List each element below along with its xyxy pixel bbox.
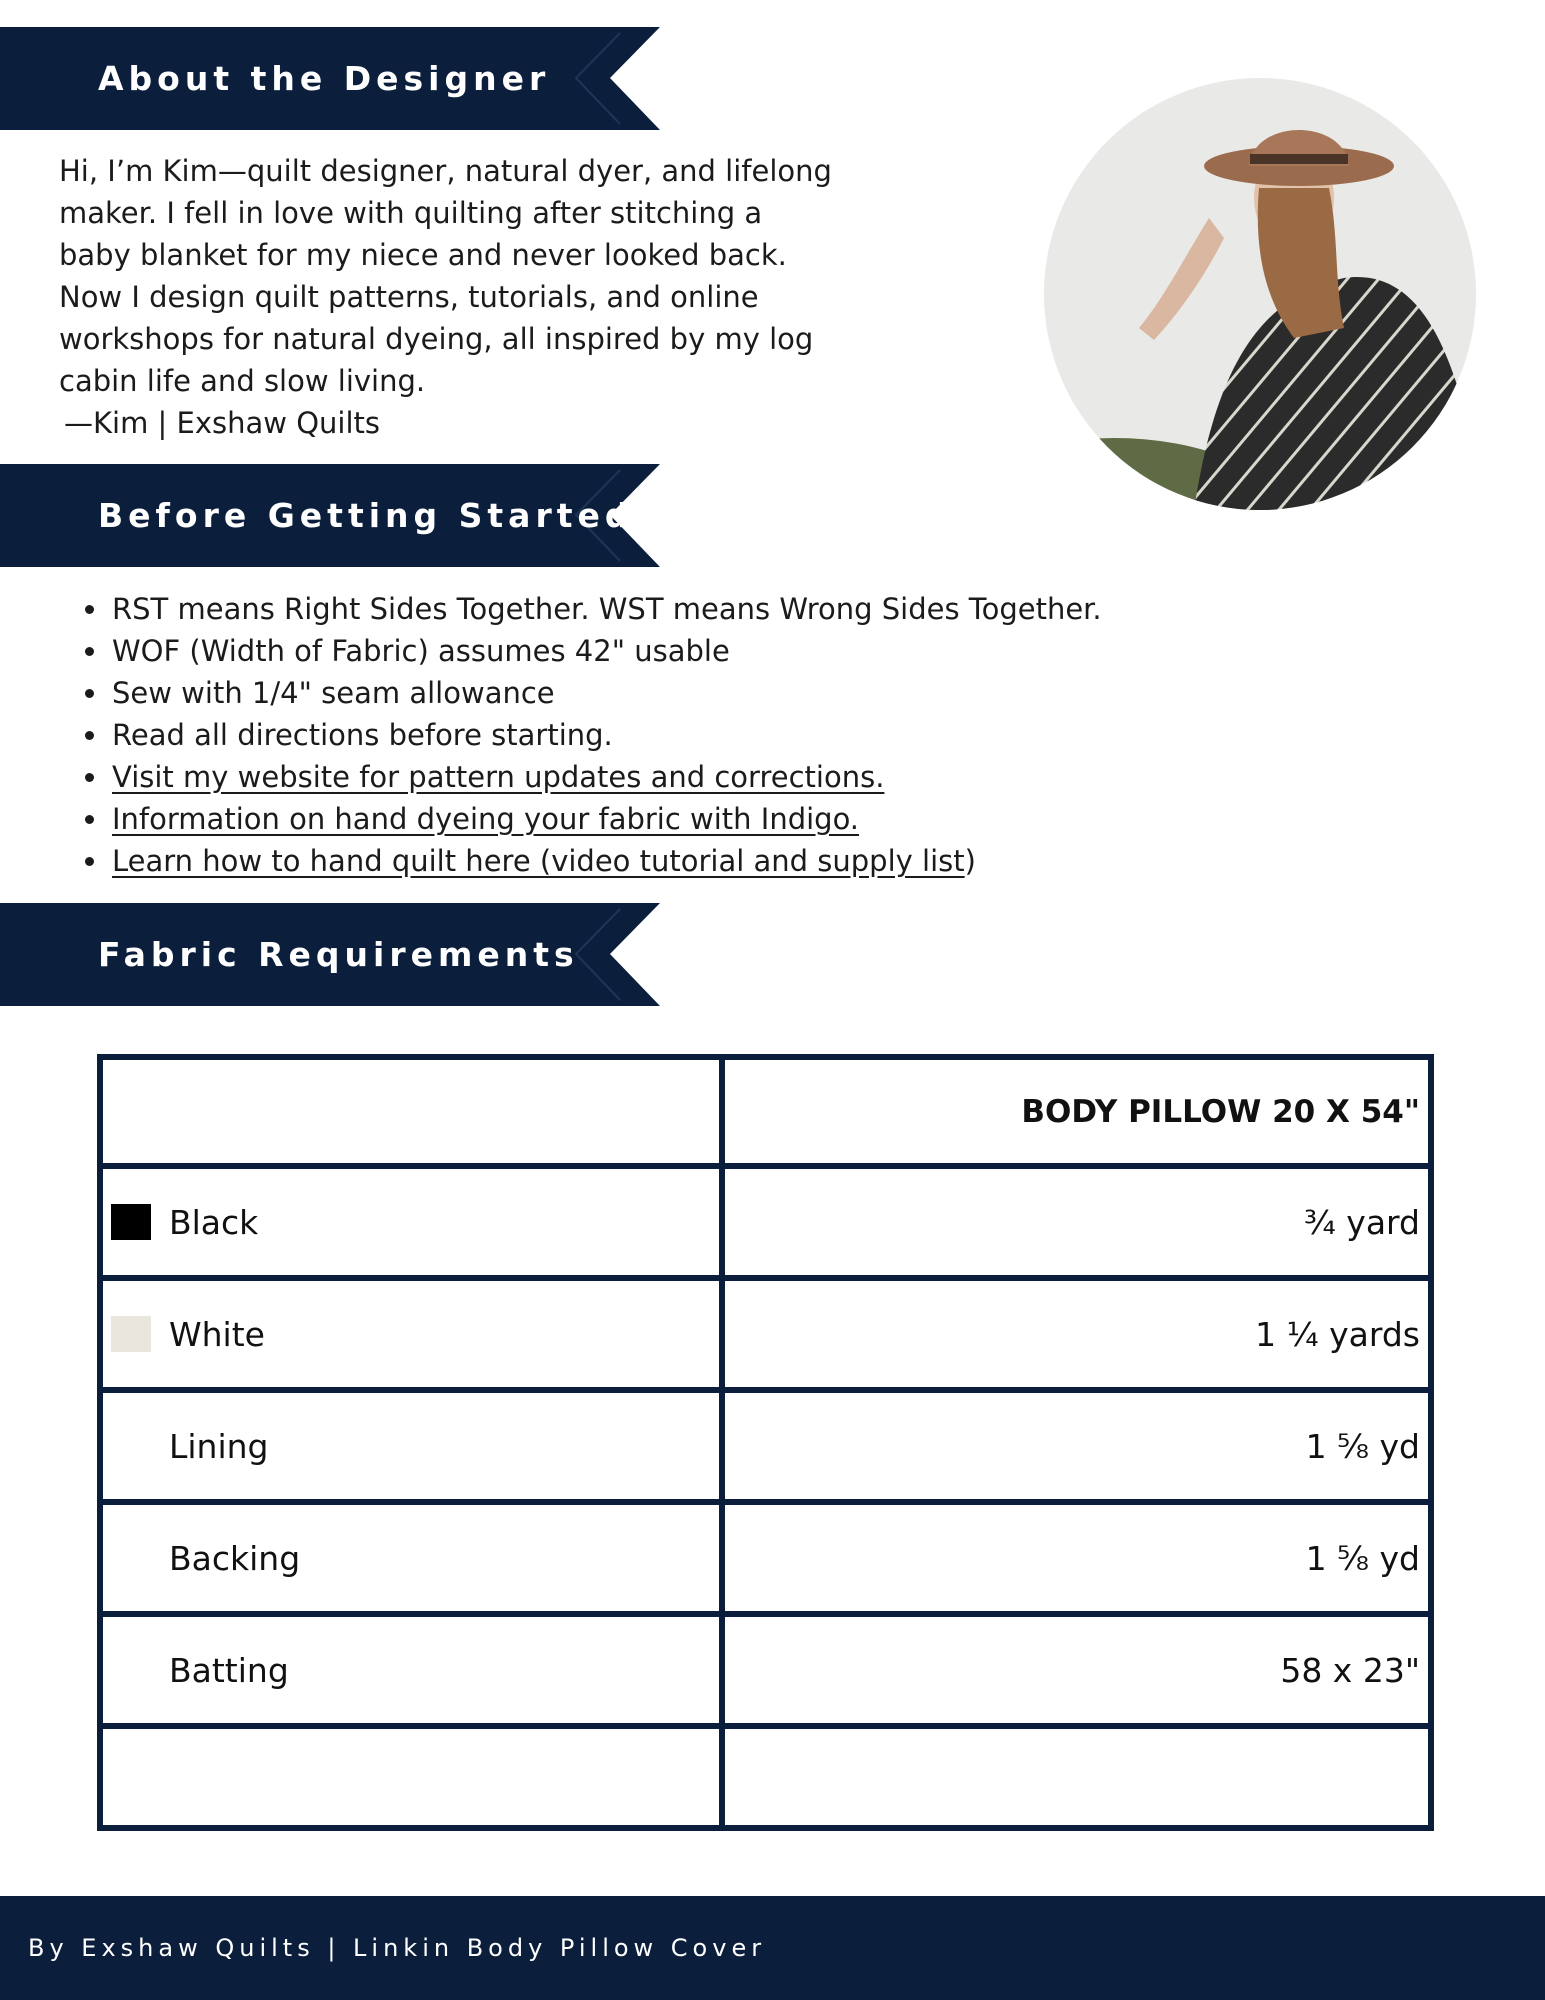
list-item: [110, 798, 1310, 840]
designer-signature: —Kim | Exshaw Quilts: [64, 406, 381, 440]
column-header: BODY PILLOW 20 X 54": [722, 1057, 1431, 1166]
table-row: [100, 1502, 1431, 1614]
about-banner: [0, 27, 660, 130]
list-item: • Read all directions before starting.: [110, 714, 1310, 756]
list-item: • WOF (Width of Fabric) assumes 42" usable: [110, 630, 1310, 672]
table-row: [100, 1614, 1431, 1726]
website-link[interactable]: Visit my website for pattern updates and corrections.: [112, 760, 885, 794]
fabric-amount: 1 ⅝ yd: [722, 1502, 1431, 1614]
list-item: • RST means Right Sides Together. WST means Wrong Sides Together.: [110, 588, 1310, 630]
table-cell: [100, 1614, 722, 1726]
table-row: [100, 1278, 1431, 1390]
section-title: Fabric Requirements: [98, 935, 579, 974]
link-suffix: ): [964, 844, 976, 878]
section-title: About the Designer: [98, 59, 551, 98]
designer-photo: [1044, 78, 1476, 510]
indigo-dyeing-link[interactable]: Information on hand dyeing your fabric with Indigo.: [112, 802, 860, 836]
fabric-amount: 1 ¼ yards: [722, 1278, 1431, 1390]
table-cell: [100, 1166, 722, 1278]
footer-text: By Exshaw Quilts | Linkin Body Pillow Cover: [28, 1934, 767, 1962]
list-item: [110, 756, 1310, 798]
instructions-list: [0, 588, 1310, 882]
table-cell: [100, 1278, 722, 1390]
fabric-name: Lining: [169, 1426, 269, 1466]
fabric-amount: ¾ yard: [722, 1166, 1431, 1278]
table-cell: [100, 1726, 722, 1828]
table-row: [100, 1390, 1431, 1502]
hand-quilt-link[interactable]: Learn how to hand quilt here (video tutorial and supply list: [112, 844, 965, 878]
swatch-spacer: [111, 1652, 151, 1688]
swatch-spacer: [111, 1540, 151, 1576]
table-cell: [100, 1057, 722, 1166]
table-cell: [100, 1390, 722, 1502]
fabric-amount: 58 x 23": [722, 1614, 1431, 1726]
designer-bio: Hi, I’m Kim—quilt designer, natural dyer, and lifelong maker. I fell in love with quilting after stitching a baby blanket for my niece and never looked back. Now I design quilt patterns, tutorials, and online workshops for natural dyeing, all inspired by my log cabin life and slow living.: [59, 154, 832, 398]
fabric-banner: [0, 903, 660, 1006]
fabric-name: Batting: [169, 1650, 289, 1690]
fabric-amount: 1 ⅝ yd: [722, 1390, 1431, 1502]
fabric-name: Backing: [169, 1538, 301, 1578]
fabric-requirements-table: [97, 1054, 1434, 1831]
black-swatch: [111, 1204, 151, 1240]
section-title: Before Getting Started: [98, 496, 634, 535]
footer-bar: [0, 1896, 1545, 2000]
swatch-spacer: [111, 1428, 151, 1464]
fabric-name: White: [169, 1314, 265, 1354]
table-row: [100, 1726, 1431, 1828]
white-swatch: [111, 1316, 151, 1352]
table-row: [100, 1166, 1431, 1278]
table-header-row: [100, 1057, 1431, 1166]
fabric-name: Black: [169, 1202, 259, 1242]
table-cell: [722, 1726, 1431, 1828]
list-item: • Sew with 1/4" seam allowance: [110, 672, 1310, 714]
list-item: [110, 840, 1310, 882]
before-banner: [0, 464, 660, 567]
table-cell: [100, 1502, 722, 1614]
